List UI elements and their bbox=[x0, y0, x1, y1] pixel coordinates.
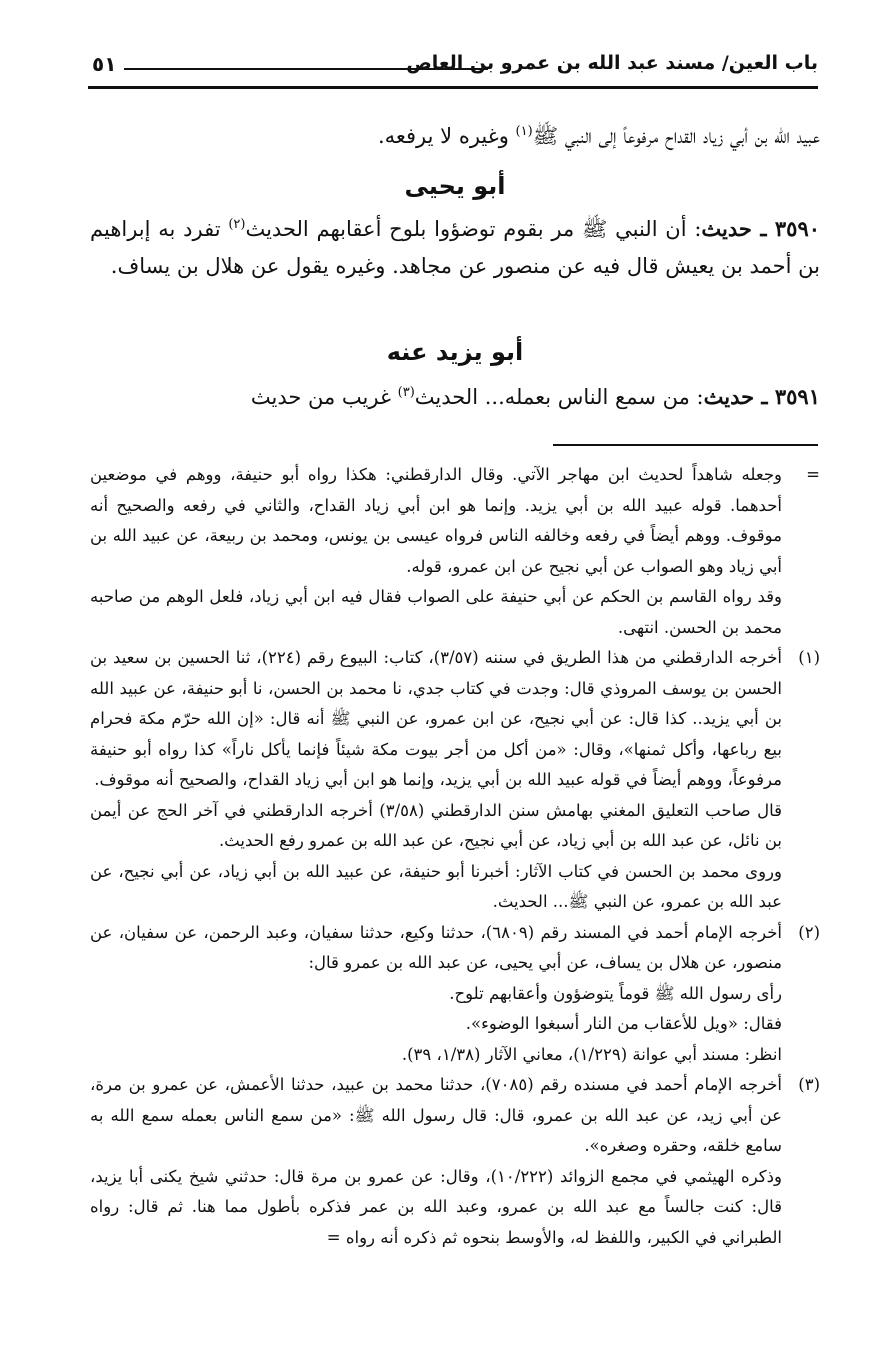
footnote-marker: (٢) bbox=[798, 922, 820, 942]
footnote-paragraph bbox=[90, 1162, 782, 1254]
continued-paragraph bbox=[90, 118, 820, 155]
footnote-marker: = bbox=[806, 465, 820, 484]
footnote-paragraph: انظر: مسند أبي عوانة (١/٢٢٩)، معاني الآثار (١/٣٨، ٣٩). bbox=[401, 1044, 782, 1064]
footnote-separator bbox=[553, 444, 818, 446]
text: عبيد الله بن أبي زياد القداح مرفوعاً إلى النبي ﷺ bbox=[532, 124, 820, 148]
footnote-paragraph: أخرجه الإمام أحمد في مسنده رقم (٧٠٨٥)، حدثنا محمد بن عبيد، حدثنا الأعمش، عن عمرو بن مرة، عن أبي زيد، عن عبد الله بن عمرو، قال: قال رسول الله ﷺ: «من سمع الناس بعمله سمع الله به سامع خلقه، وحقره وصغره». bbox=[90, 1075, 782, 1155]
hadith-number: ٣٥٩٠ ـ bbox=[751, 216, 821, 241]
footnote-paragraph: أخرجه الإمام أحمد في المسند رقم (٦٨٠٩)، حدثنا وكيع، حدثنا سفيان، وعبد الرحمن، عن سفيان، عن منصور، عن هلال بن يساف، عن أبي يحيى، عن عبد الله بن عمرو قال: bbox=[90, 922, 782, 972]
section-heading: أبو يزيد عنه bbox=[386, 338, 524, 366]
header-rule bbox=[88, 86, 818, 89]
hadith-number: ٣٥٩١ ـ bbox=[754, 384, 820, 409]
footnote-paragraph: أخرجه الدارقطني من هذا الطريق في سننه (٣/٥٧)، كتاب: البيوع رقم (٢٢٤)، ثنا الحسين بن سعيد بن الحسن بن يوسف المروذي قال: وجدت في كتاب جدي، نا محمد بن الحسن، نا أبو حنيفة، عن عبيد الله بن أبي يزيد.. كذا قال: عن أبي نجيح، عن ابن عمرو، عن النبي ﷺ أنه قال: «إن الله حرّم مكة فحرام بيع رباعها، وأكل ثمنها»، وقال: «من أكل من أجر بيوت مكة شيئاً فإنما يأكل ناراً» كذا رواه أبو حنيفة مرفوعاً، ووهم أيضاً في قوله عبيد الله بن أبي يزيد، وإنما هو ابن أبي زياد القداح، والصحيح أنه موقوف. bbox=[90, 648, 782, 789]
footnote-body bbox=[90, 918, 782, 1071]
footnote-1 bbox=[90, 643, 820, 918]
text: وذكره الهيثمي في مجمع الزوائد (١٠/٢٢٢)، وقال: عن عمرو بن مرة قال: حدثني شيخ يكنى أبا يزيد، قال: كنت جالساً مع عبد الله بن عمرو، وعبد الله بن عمر فذكره بأطول مما هنا. ثم قال: رواه الطبراني في الكبير، واللفظ له، والأوسط بنحوه ثم ذكره أنه رواه bbox=[90, 1166, 782, 1247]
text: غريب من حديث bbox=[250, 385, 398, 409]
footnote-paragraph: رأى رسول الله ﷺ قوماً يتوضؤون وأعقابهم تلوح. bbox=[449, 983, 782, 1003]
text: : من سمع الناس بعمله... الحديث bbox=[414, 385, 704, 409]
footnotes bbox=[90, 460, 820, 1253]
hadith-label: حديث bbox=[703, 384, 755, 409]
footnote-ref: (١) bbox=[515, 124, 533, 139]
text: تفرد به إبراهيم بن أحمد بن يعيش قال فيه عن منصور عن مجاهد. وغيره يقول عن هلال بن يساف. bbox=[90, 217, 820, 278]
hadith-3590 bbox=[90, 210, 820, 285]
footnote-body bbox=[90, 1070, 782, 1253]
hadith-3591 bbox=[90, 378, 820, 416]
header-dash-line bbox=[124, 68, 488, 70]
footnote-paragraph: وروى محمد بن الحسن في كتاب الآثار: أخبرنا أبو حنيفة، عن عبيد الله بن أبي زياد، عن أبي نجيح، عن عبد الله بن عمرو، عن النبي ﷺ... الحديث. bbox=[90, 861, 782, 911]
footnote-ref: (٢) bbox=[228, 217, 246, 232]
text: : أن النبي ﷺ مر بقوم توضؤوا بلوح أعقابهم الحديث bbox=[245, 217, 702, 241]
running-header bbox=[88, 48, 818, 84]
text: وغيره لا يرفعه. bbox=[377, 124, 516, 148]
footnote-paragraph: قال صاحب التعليق المغني بهامش سنن الدارقطني (٣/٥٨) أخرجه الدارقطني في آخر الحج عن أيمن بن نائل، عن عبد الله بن أبي زياد، عن أبي نجيح، عن عبد الله بن عمرو رفع الحديث. bbox=[90, 800, 782, 850]
footnote-marker: (٣) bbox=[798, 1075, 820, 1094]
footnote-paragraph: وقد رواه القاسم بن الحكم عن أبي حنيفة على الصواب فقال فيه ابن أبي زياد، فلعل الوهم من صاحبه محمد بن الحسن. انتهى. bbox=[90, 587, 782, 637]
section-heading: أبو يحيى bbox=[404, 172, 506, 200]
footnote-ref: (٣) bbox=[397, 385, 415, 400]
footnote-2 bbox=[90, 918, 820, 1071]
footnote-paragraph: فقال: «ويل للأعقاب من النار أسبغوا الوضوء». bbox=[465, 1014, 782, 1033]
hadith-label: حديث bbox=[701, 216, 752, 241]
footnote-body bbox=[90, 460, 782, 643]
footnote-paragraph: وجعله شاهداً لحديث ابن مهاجر الآتي. وقال الدارقطني: هكذا رواه أبو حنيفة، ووهم في موضعين أحدهما. قوله عبيد الله بن أبي يزيد. وإنما هو ابن أبي زياد القداح، والثاني في رفعه والصحيح أنه موقوف. ووهم أيضاً في رفعه وخالفه الناس فرواه عيسى بن يونس، ومحمد بن ربيعة، عن عبيد الله بن أبي زياد وهو الصواب عن أبي نجيح عن ابن عمرو، قوله. bbox=[90, 465, 782, 576]
footnote-body bbox=[90, 643, 782, 918]
footnote-continuation bbox=[90, 460, 820, 643]
chapter-title: باب العين/ مسند عبد الله بن عمرو بن العاص bbox=[406, 52, 818, 74]
continuation-mark: = bbox=[326, 1227, 346, 1247]
footnote-marker: (١) bbox=[798, 648, 820, 667]
footnote-3 bbox=[90, 1070, 820, 1253]
page-number: ٥١ bbox=[92, 52, 117, 76]
